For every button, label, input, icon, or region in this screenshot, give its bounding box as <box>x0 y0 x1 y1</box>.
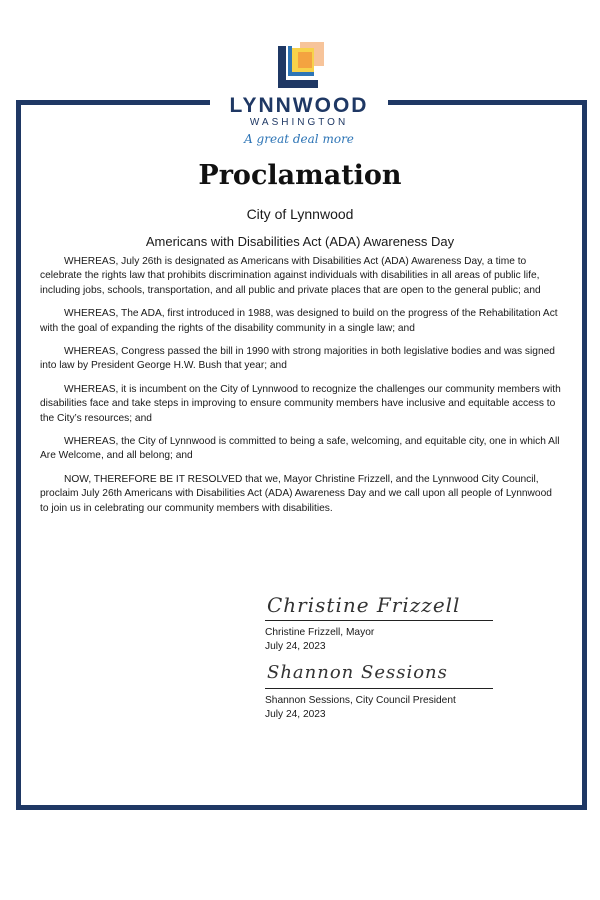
city-name: City of Lynnwood <box>246 206 354 222</box>
resolved-paragraph: NOW, THEREFORE BE IT RESOLVED that we, Mayor Christine Frizzell, and the Lynnwood City Council, proclaim July 26th Americans with Disabilities Act (ADA) Awareness Day and we call upon all people of Lynnwood to join us in celebrating our community members with disabilities. <box>40 473 552 514</box>
mayor-date: July 24, 2023 <box>265 641 326 652</box>
whereas-paragraph: WHEREAS, the City of Lynnwood is committed to being a safe, welcoming, and equitable city, one in which All Are Welcome, and all belong; and <box>40 436 560 462</box>
whereas-paragraph: WHEREAS, it is incumbent on the City of Lynnwood to recognize the challenges our community members with disabilities face and take steps in improving to ensure community members have inclusive and equitable access to the City’s resources; and <box>40 383 561 424</box>
whereas-paragraph: WHEREAS, July 26th is designated as Americans with Disabilities Act (ADA) Awareness Day, a time to celebrate the rights law that prohibits discrimination against individuals with disabilities in all areas of public life, including jobs, schools, transportation, and all public and private places that are open to the general public; and <box>40 256 541 296</box>
signature-line <box>265 688 493 689</box>
council-president-signature: Shannon Sessions <box>267 662 448 683</box>
mayor-signature-block <box>265 620 495 654</box>
lynnwood-logo-mark <box>278 42 324 88</box>
mayor-name: Christine Frizzell, Mayor <box>265 627 375 638</box>
signature-line <box>265 620 493 621</box>
logo-tagline: A great deal more <box>244 132 354 146</box>
logo-wordmark: LYNNWOOD <box>229 94 369 117</box>
proclamation-body <box>40 255 562 525</box>
proclamation-heading: Americans with Disabilities Act (ADA) Awareness Day <box>145 234 455 249</box>
council-president-name: Shannon Sessions, City Council President <box>265 695 456 706</box>
mayor-signature: Christine Frizzell <box>267 593 461 617</box>
proclamation-title: Proclamation <box>198 160 402 191</box>
whereas-paragraph: WHEREAS, The ADA, first introduced in 1988, was designed to build on the progress of the Rehabilitation Act with the goal of expanding the rights of the disability community in a single law; and <box>40 308 558 334</box>
whereas-paragraph: WHEREAS, Congress passed the bill in 1990 with strong majorities in both legislative bodies and was signed into law by President George H.W. Bush that year; and <box>40 346 555 372</box>
council-president-date: July 24, 2023 <box>265 709 326 720</box>
logo-state: WASHINGTON <box>249 117 349 128</box>
council-president-signature-block <box>265 688 495 722</box>
